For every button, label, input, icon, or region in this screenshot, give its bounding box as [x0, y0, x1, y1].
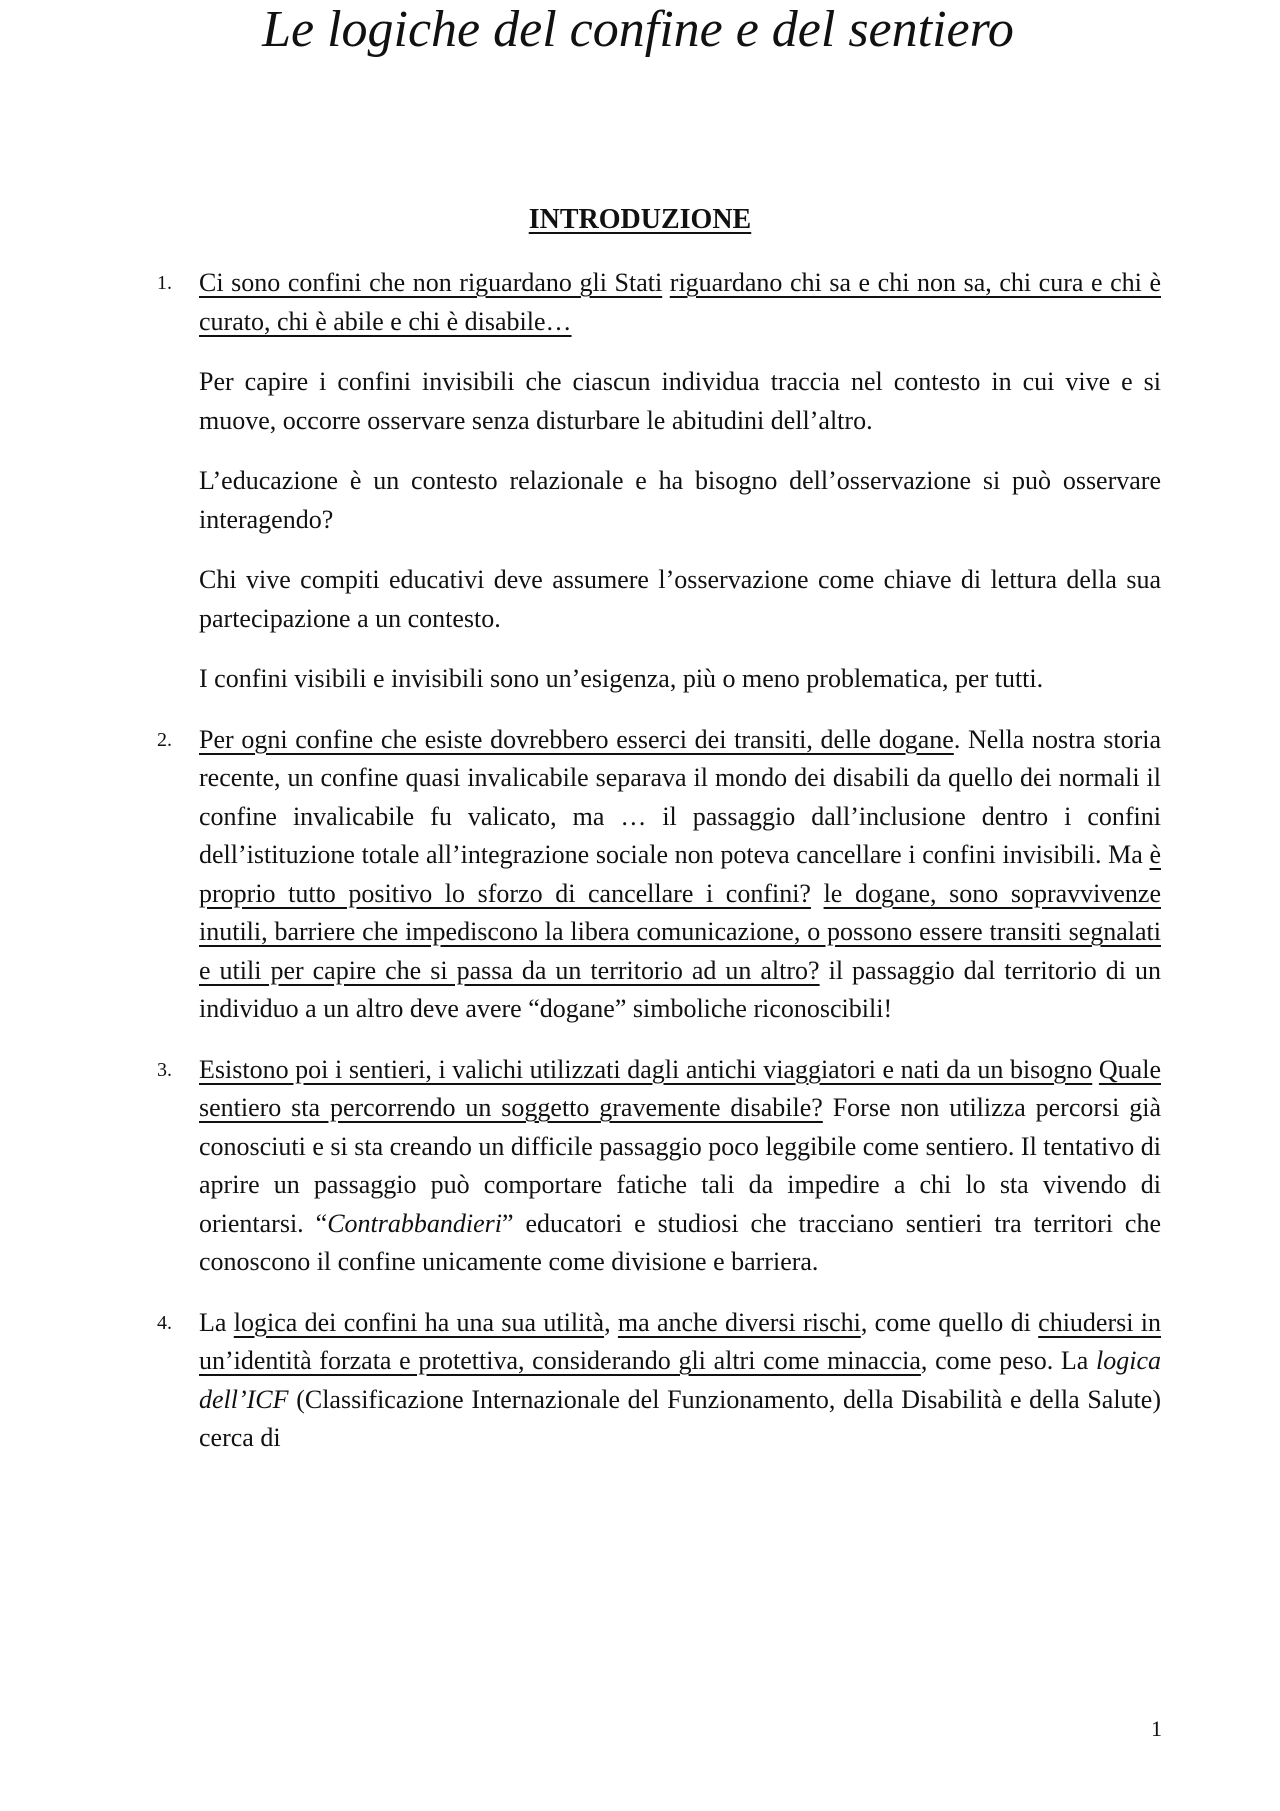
- text: La: [199, 1307, 234, 1337]
- paragraph: [199, 1051, 1161, 1282]
- italic-text: Contrabbandieri: [327, 1208, 502, 1238]
- underlined-text: Per ogni confine che esiste dovrebbero esserci dei transiti, delle dogane: [199, 724, 954, 754]
- text: il passaggio dal territorio di un individuo a un altro deve avere “dogane” simboliche riconoscibili!: [199, 955, 1161, 1023]
- paragraph: [199, 721, 1161, 1029]
- paragraph: [199, 1304, 1161, 1458]
- paragraph: [199, 264, 1161, 341]
- text: , come peso. La: [920, 1346, 1096, 1375]
- text: , come quello di: [860, 1307, 1039, 1337]
- underlined-text: è proprio tutto positivo lo sforzo di cancellare i confini?: [199, 840, 1161, 908]
- underlined-text: Quale sentiero sta percorrendo un soggetto gravemente disabile?: [199, 1054, 1161, 1122]
- text: Forse non utilizza percorsi già conosciuti e si sta creando un difficile passaggio poco leggibile come sentiero. Il tentativo di aprire un passaggio può comportare fatiche tali da impedire a chi lo sta vivendo di orientarsi. “: [199, 1093, 1162, 1238]
- underlined-text: chiudersi in un’identità forzata e protettiva, considerando gli altri come minaccia: [199, 1307, 1162, 1375]
- underlined-text: riguardano chi sa e chi non sa, chi cura e chi è curato, chi è abile e chi è disabile…: [199, 268, 1161, 336]
- text: . Nella nostra storia recente, un confine quasi invalicabile separava il mondo dei disabili da quello dei normali il confine invalicabile fu valicato, ma … il passaggio dall’inclusione dentro i confini dell’istituzione totale all’integrazione sociale non poteva cancellare i confini invisibili. Ma: [199, 724, 1162, 869]
- underlined-text: Esistono poi i sentieri, i valichi utilizzati dagli antichi viaggiatori e nati da un bisogno: [199, 1054, 1093, 1084]
- list-item-1: [157, 264, 1161, 699]
- list-item-number: 3.: [157, 1058, 172, 1081]
- text: [811, 879, 824, 908]
- text: [1092, 1055, 1099, 1084]
- paragraph: I confini visibili e invisibili sono un’esigenza, più o meno problematica, per tutti.: [199, 664, 1044, 693]
- italic-text: logica dell’ICF: [199, 1346, 1161, 1414]
- section-heading: INTRODUZIONE: [528, 204, 752, 235]
- list-item-4: [157, 1304, 1162, 1458]
- underlined-text: le dogane, sono sopravvivenze inutili, barriere che impediscono la libera comunicazione, o possono essere transiti segnalati e utili per capire che si passa da un territorio ad un altro?: [199, 878, 1161, 985]
- underlined-text: logica dei confini ha una sua utilità: [233, 1307, 605, 1337]
- text: (Classificazione Internazionale del Funzionamento, della Disabilità e della Salute) cerca di: [199, 1384, 1161, 1452]
- text: ” educatori e studiosi che tracciano sentieri tra territori che conoscono il confine unicamente come divisione e barriera.: [199, 1208, 1162, 1276]
- list-item-3: [157, 1051, 1162, 1282]
- paragraph: Per capire i confini invisibili che ciascun individua traccia nel contesto in cui vive e si muove, occorre osservare senza disturbare le abitudini dell’altro.: [199, 367, 1161, 435]
- paragraph: L’educazione è un contesto relazionale e ha bisogno dell’osservazione si può osservare interagendo?: [199, 466, 1161, 534]
- text: [662, 268, 670, 297]
- list-item-number: 4.: [157, 1311, 172, 1334]
- document-title: Le logiche del confine e del sentiero: [262, 1, 1014, 58]
- underlined-text: Ci sono confini che non riguardano gli Stati: [199, 268, 663, 297]
- document-body: [157, 264, 1162, 1458]
- page-number: 1: [1151, 1716, 1162, 1741]
- list-item-number: 1.: [157, 272, 172, 294]
- list-item-number: 2.: [157, 728, 172, 751]
- text: ,: [604, 1307, 618, 1337]
- underlined-text: ma anche diversi rischi: [617, 1307, 861, 1337]
- list-item-2: [157, 721, 1162, 1029]
- paragraph: Chi vive compiti educativi deve assumere l’osservazione come chiave di lettura della sua partecipazione a un contesto.: [199, 565, 1161, 633]
